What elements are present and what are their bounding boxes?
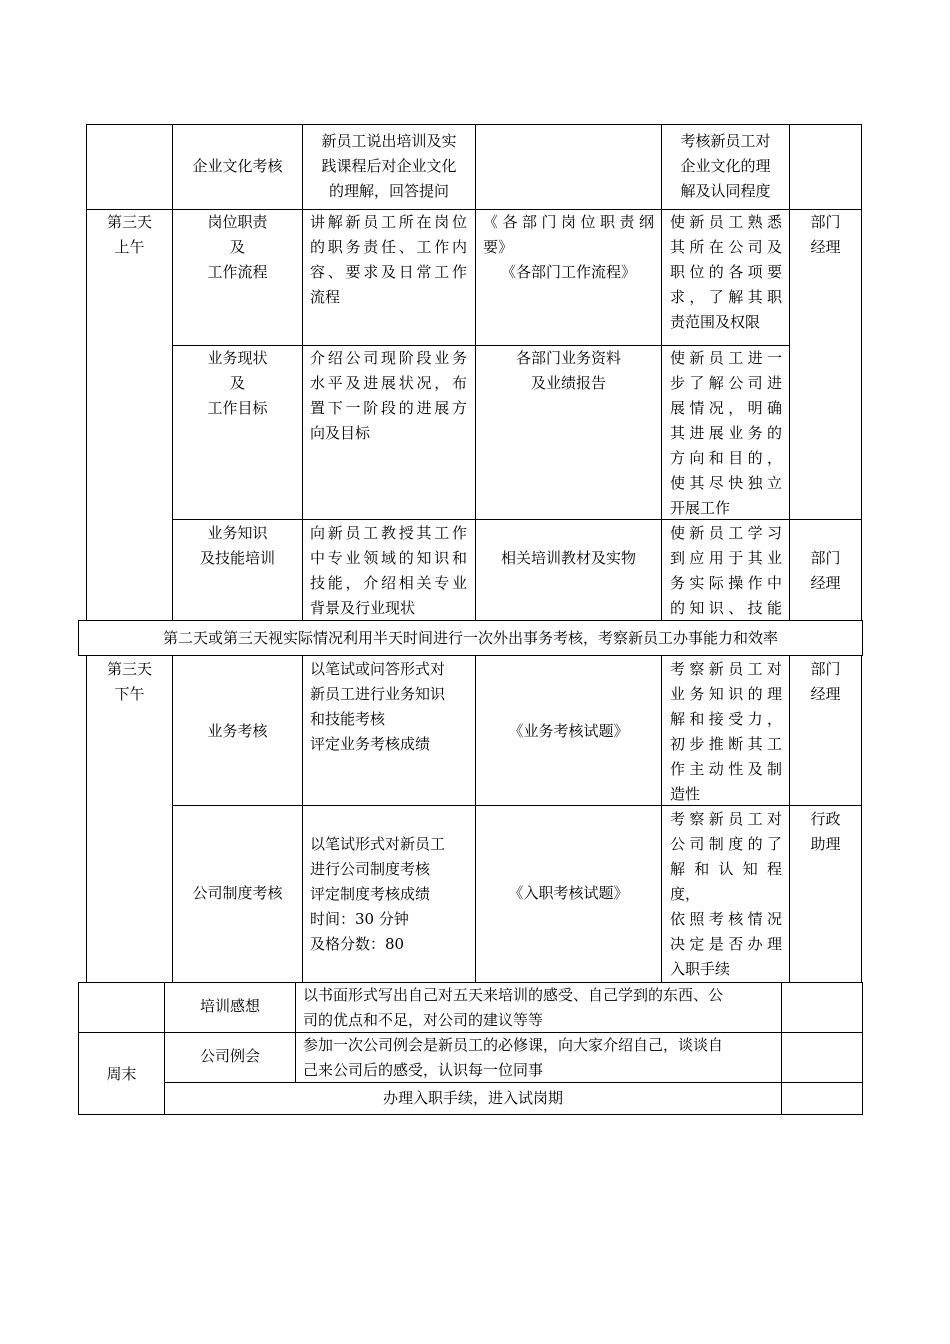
content-cell: 以书面形式写出自己对五天来培训的感受、自己学到的东西、公 司的优点和不足，对公司的建议等等 xyxy=(303,986,724,1029)
goal-cell: 考察新员工对 公司制度的了 解和认知程 度， 依照考核情况 决定是否办理 入职手续 xyxy=(670,810,782,978)
culture-item: 企业文化考核 xyxy=(192,157,283,175)
owner-cell: 部门 经理 xyxy=(810,549,841,592)
rule xyxy=(661,655,662,982)
goal-cell: 考察新员工对 业务知识的理 解和接受力， 初步推断其工 作主动性及制 造性 xyxy=(670,660,782,803)
item-cell: 公司例会 xyxy=(199,1047,260,1065)
item-cell: 业务知识 及技能培训 xyxy=(199,524,275,567)
rule xyxy=(172,655,173,982)
culture-content: 新员工说出培训及实 践课程后对企业文化 的理解，回答提问 xyxy=(321,132,457,200)
content-cell: 以笔试或问答形式对 新员工进行业务知识 和技能考核 评定业务考核成绩 xyxy=(310,660,446,753)
materials-cell: 《各部门岗位职责纲 要》 《各部门工作流程》 xyxy=(483,213,654,281)
content-cell: 向新员工教授其工作 中专业领域的知识和 技能，介绍相关专业 背景及行业现状 xyxy=(310,524,467,617)
rule xyxy=(861,655,862,982)
item-cell: 培训感想 xyxy=(199,997,260,1015)
rule xyxy=(78,1114,863,1115)
materials-cell: 各部门业务资料 及业绩报告 xyxy=(515,349,621,392)
content-cell: 以笔试形式对新员工 进行公司制度考核 评定制度考核成绩 时间：30 分钟 及格分数：80 xyxy=(310,835,446,953)
owner-cell: 行政 助理 xyxy=(810,810,841,853)
note-text: 第二天或第三天视实际情况利用半天时间进行一次外出事务考核，考察新员工办事能力和效率 xyxy=(162,629,778,647)
item-cell: 岗位职责 及 工作流程 xyxy=(207,213,268,281)
day3-pm-label: 第三天 下午 xyxy=(106,660,152,703)
rule xyxy=(475,655,476,982)
culture-goal: 考核新员工对 企业文化的理 解及认同程度 xyxy=(680,132,771,200)
content-cell: 讲解新员工所在岗位 的职务责任、工作内 容、要求及日常工作 流程 xyxy=(310,213,467,306)
item-cell: 业务现状 及 工作目标 xyxy=(207,349,268,417)
goal-cell: 使新员工进一 步了解公司进 展情况，明确 其进展业务的 方向和目的， 使其尽快独立 开展工作 xyxy=(670,349,782,517)
rule xyxy=(295,982,296,1082)
rule xyxy=(302,655,303,982)
day3-am-label: 第三天 上午 xyxy=(106,213,152,256)
materials-cell: 《业务考核试题》 xyxy=(508,722,629,740)
rule xyxy=(86,124,862,125)
owner-cell: 部门 经理 xyxy=(810,660,841,703)
goal-cell: 使新员工熟悉 其所在公司及 职位的各项要 求，了解其职 责范围及权限 xyxy=(670,213,782,331)
rule xyxy=(78,982,79,1114)
goal-cell: 使新员工学习 到应用于其业 务实际操作中 的知识、技能 xyxy=(670,524,782,617)
rule xyxy=(862,620,863,655)
content-cell: 介绍公司现阶段业务 水平及进展状况，布 置下一阶段的进展方 向及目标 xyxy=(310,349,467,442)
rule xyxy=(781,982,782,1114)
item-cell: 业务考核 xyxy=(207,722,268,740)
owner-cell: 部门 经理 xyxy=(810,213,841,256)
materials-cell: 相关培训教材及实物 xyxy=(500,549,636,567)
final-row-text: 办理入职手续，进入试岗期 xyxy=(382,1089,563,1107)
weekend-label: 周末 xyxy=(106,1065,137,1083)
rule xyxy=(862,982,863,1114)
item-cell: 公司制度考核 xyxy=(192,884,283,902)
content-cell: 参加一次公司例会是新员工的必修课，向大家介绍自己，谈谈自 己来公司后的感受，认识每一位同事 xyxy=(303,1036,724,1079)
rule xyxy=(86,124,87,620)
materials-cell: 《入职考核试题》 xyxy=(508,884,629,902)
rule xyxy=(78,655,863,656)
rule xyxy=(861,124,862,620)
